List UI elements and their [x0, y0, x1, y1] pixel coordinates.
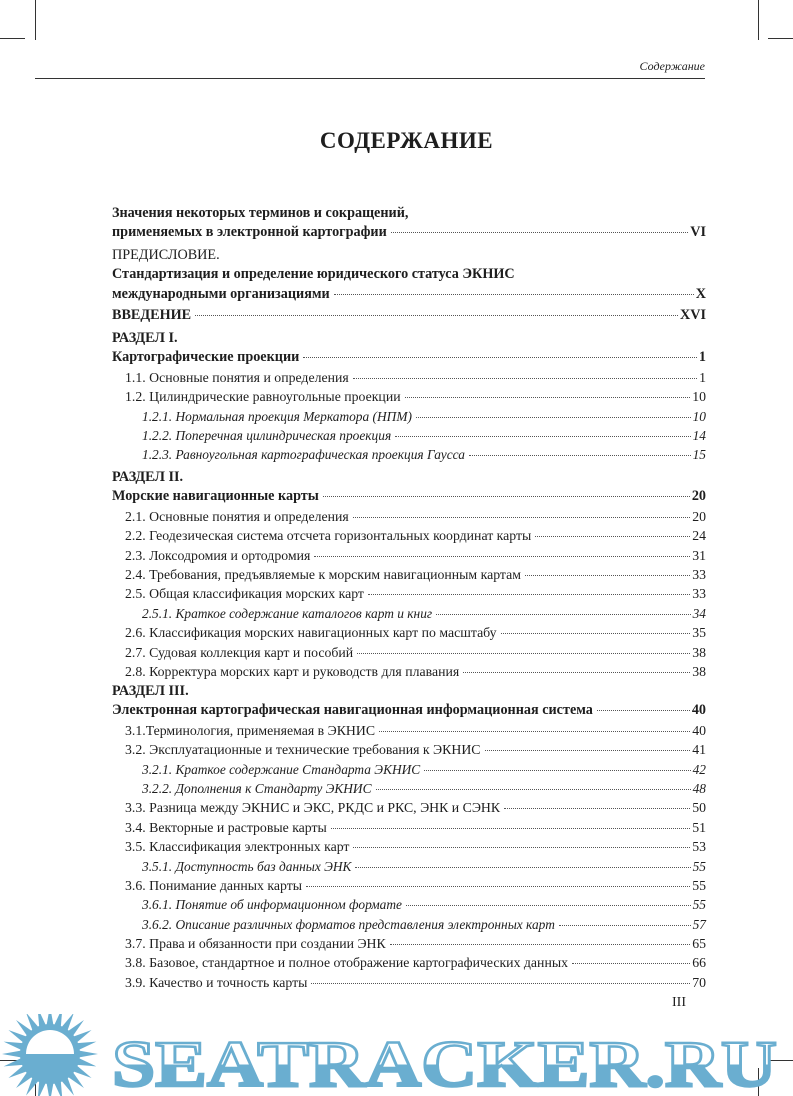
dot-leader — [405, 397, 691, 398]
sun-ray — [78, 1050, 98, 1057]
toc-entry[interactable] — [112, 701, 706, 720]
dot-leader — [376, 789, 691, 790]
toc-entry-page: 42 — [692, 761, 706, 777]
toc-entry[interactable] — [112, 407, 706, 426]
toc-entry[interactable] — [112, 915, 706, 934]
toc-entry-page: 35 — [692, 625, 706, 641]
header-rule — [35, 78, 705, 79]
dot-leader — [355, 867, 690, 868]
toc-entry-page: 20 — [691, 488, 706, 505]
dot-leader — [406, 905, 691, 906]
dot-leader — [395, 436, 690, 437]
toc-entry[interactable] — [112, 306, 706, 325]
toc-entry[interactable] — [112, 973, 706, 992]
toc-entry-title: Картографические проекции — [112, 349, 300, 366]
toc-group — [112, 682, 706, 992]
dot-leader — [559, 925, 691, 926]
toc-entry-title: 2.8. Корректура морских карт и руководств для плавания — [125, 663, 460, 679]
toc-group — [112, 468, 706, 681]
toc-entry-title: 3.2.1. Краткое содержание Стандарта ЭКНИС — [142, 761, 421, 777]
dot-leader — [353, 517, 691, 518]
toc-entry[interactable] — [112, 623, 706, 642]
sun-ray — [2, 1050, 22, 1057]
dot-leader — [572, 963, 690, 964]
toc-entry[interactable] — [112, 798, 706, 817]
toc-entry-title: ПРЕДИСЛОВИЕ. — [112, 247, 220, 263]
toc-entry-title: 2.3. Локсодромия и ортодромия — [125, 547, 311, 563]
toc-entry-page: 55 — [692, 897, 706, 913]
toc-entry-page: 1 — [699, 369, 706, 385]
toc-entry[interactable] — [112, 682, 706, 701]
toc-entry-title: 3.7. Права и обязанности при создании ЭНК — [125, 936, 386, 952]
toc-entry-page: 51 — [692, 819, 706, 835]
toc-entry[interactable] — [112, 953, 706, 972]
running-head: Содержание — [639, 59, 705, 73]
toc-entry[interactable] — [112, 487, 706, 506]
toc-entry-title: применяемых в электронной картографии — [112, 224, 387, 241]
toc-entry-page: 10 — [692, 389, 706, 405]
toc-group — [112, 329, 706, 465]
dot-leader — [597, 710, 690, 711]
toc-entry-page: 31 — [692, 547, 706, 563]
toc-entry[interactable] — [112, 223, 706, 242]
toc-entry[interactable] — [112, 662, 706, 681]
toc-entry[interactable] — [112, 368, 706, 387]
page-title: СОДЕРЖАНИЕ — [319, 128, 494, 153]
toc-entry-title: Морские навигационные карты — [112, 488, 319, 505]
toc-entry[interactable] — [112, 760, 706, 779]
toc-entry-title: РАЗДЕЛ III. — [112, 683, 189, 699]
dot-leader — [334, 294, 694, 295]
toc-entry-title: 2.5.1. Краткое содержание каталогов карт и книг — [142, 605, 433, 621]
toc-entry-title: 3.6.1. Понятие об информационном формате — [142, 897, 402, 913]
toc-entry-page: 33 — [692, 586, 706, 602]
toc-entry-page: 10 — [692, 408, 706, 424]
toc-entry-title: 2.2. Геодезическая система отсчета горизонтальных координат карты — [125, 528, 532, 544]
toc-entry[interactable] — [112, 246, 706, 265]
toc-entry-title: ВВЕДЕНИЕ — [112, 307, 192, 323]
toc-group — [112, 306, 706, 325]
dot-leader — [311, 983, 690, 984]
page-number: III — [672, 995, 686, 1010]
toc-entry[interactable] — [112, 604, 706, 623]
toc-entry[interactable] — [112, 876, 706, 895]
toc-entry-page: 15 — [692, 447, 706, 463]
toc-entry-page: 50 — [692, 800, 706, 816]
toc-entry-title: 1.2.2. Поперечная цилиндрическая проекция — [142, 427, 392, 443]
toc-entry-title: 3.1.Терминология, применяемая в ЭКНИС — [125, 722, 376, 738]
toc-entry-page: 55 — [692, 858, 706, 874]
toc-entry-page: 38 — [692, 644, 706, 660]
sun-icon — [2, 1014, 98, 1096]
dot-leader — [323, 496, 690, 497]
toc-entry-title: РАЗДЕЛ II. — [112, 469, 184, 485]
toc-entry[interactable] — [112, 584, 706, 603]
dot-leader — [353, 378, 697, 379]
toc-entry[interactable] — [112, 526, 706, 545]
toc-entry-title: 2.1. Основные понятия и определения — [125, 508, 349, 524]
toc-entry[interactable] — [112, 857, 706, 876]
dot-leader — [314, 556, 690, 557]
toc-entry[interactable] — [112, 507, 706, 526]
toc-entry-title: 3.9. Качество и точность карты — [125, 974, 308, 990]
toc-entry-title: Электронная картографическая навигационная информационная система — [112, 702, 593, 719]
toc-entry-title: 3.6.2. Описание различных форматов представления электронных карт — [142, 916, 555, 932]
toc-entry[interactable] — [112, 329, 706, 348]
toc-entry[interactable] — [112, 565, 706, 584]
toc-entry-page: 41 — [692, 742, 706, 758]
toc-entry-title: 3.8. Базовое, стандартное и полное отображение картографических данных — [125, 955, 568, 971]
toc-entry[interactable] — [112, 643, 706, 662]
toc-entry-title: 2.6. Классификация морских навигационных карт по масштабу — [125, 625, 497, 641]
toc-entry-page: VI — [690, 224, 706, 241]
toc-entry-title: РАЗДЕЛ I. — [112, 330, 178, 346]
toc-entry-page: 70 — [692, 974, 706, 990]
dot-leader — [303, 357, 697, 358]
toc-group — [112, 246, 706, 304]
toc-entry-title: 3.3. Разница между ЭКНИС и ЭКС, РКДС и РКС, ЭНК и СЭНК — [125, 800, 501, 816]
toc-entry-page: 38 — [692, 663, 706, 679]
toc-entry-title: 2.7. Судовая коллекция карт и пособий — [125, 644, 354, 660]
toc-entry-page: 66 — [692, 955, 706, 971]
dot-leader — [485, 750, 691, 751]
dot-leader — [357, 653, 690, 654]
toc-entry-page: 33 — [692, 566, 706, 582]
dot-leader — [353, 847, 690, 848]
toc-entry[interactable] — [112, 445, 706, 464]
toc-entry-page: 24 — [692, 528, 706, 544]
dot-leader — [501, 633, 691, 634]
toc-entry-title: 2.4. Требования, предъявляемые к морским навигационным картам — [125, 566, 521, 582]
toc-entry[interactable] — [112, 426, 706, 445]
toc-entry-title: Стандартизация и определение юридического статуса ЭКНИС — [112, 266, 515, 283]
toc-entry[interactable] — [112, 387, 706, 406]
toc-entry[interactable] — [112, 285, 706, 304]
toc-entry[interactable] — [112, 740, 706, 759]
toc-entry-title: 1.2. Цилиндрические равноугольные проекции — [125, 389, 401, 405]
toc-entry-title: международными организациями — [112, 285, 330, 302]
dot-leader — [416, 417, 691, 418]
toc-entry[interactable] — [112, 818, 706, 837]
crop-mark — [758, 0, 759, 40]
dot-leader — [368, 594, 690, 595]
toc-entry-page: 40 — [692, 722, 706, 738]
toc-entry-title: 3.5. Классификация электронных карт — [125, 839, 350, 855]
dot-leader — [436, 614, 691, 615]
toc-entry-page: 57 — [692, 916, 706, 932]
toc-group — [112, 204, 706, 243]
toc-entry[interactable] — [112, 468, 706, 487]
toc-entry-page: 40 — [691, 702, 706, 719]
toc-entry[interactable] — [112, 204, 706, 223]
toc-entry-page: 20 — [692, 508, 706, 524]
toc-entry[interactable] — [112, 721, 706, 740]
dot-leader — [504, 808, 690, 809]
toc-entry[interactable] — [112, 546, 706, 565]
toc-entry-page: 34 — [692, 605, 706, 621]
toc-entry-page: 53 — [692, 839, 706, 855]
toc-entry-page: 14 — [692, 427, 706, 443]
seatracker-watermark-logo — [0, 1014, 793, 1096]
toc-entry-title: 1.2.1. Нормальная проекция Меркатора (НПМ) — [142, 408, 412, 424]
dot-leader — [391, 232, 688, 233]
toc-entry-title: 2.5. Общая классификация морских карт — [125, 586, 364, 602]
toc-entry-title: 1.2.3. Равноугольная картографическая проекция Гаусса — [142, 447, 465, 463]
crop-mark — [0, 38, 25, 39]
toc-entry[interactable] — [112, 895, 706, 914]
toc-entry-page: 1 — [698, 349, 706, 366]
toc-entry[interactable] — [112, 779, 706, 798]
toc-entry[interactable] — [112, 934, 706, 953]
toc-entry-page: XVI — [679, 307, 706, 323]
toc-entry[interactable] — [112, 265, 706, 284]
dot-leader — [195, 315, 678, 316]
toc-entry-page: 65 — [692, 936, 706, 952]
dot-leader — [379, 731, 690, 732]
dot-leader — [463, 672, 690, 673]
toc-entry[interactable] — [112, 348, 706, 367]
crop-mark — [35, 0, 36, 40]
dot-leader — [535, 536, 690, 537]
toc-entry-page: 48 — [692, 780, 706, 796]
dot-leader — [306, 886, 690, 887]
dot-leader — [331, 828, 690, 829]
dot-leader — [390, 944, 690, 945]
toc-entry-page: X — [695, 285, 706, 302]
toc-entry-title: 3.2. Эксплуатационные и технические требования к ЭКНИС — [125, 742, 481, 758]
crop-mark — [768, 38, 793, 39]
toc-entry-title: 3.6. Понимание данных карты — [125, 877, 303, 893]
dot-leader — [469, 455, 691, 456]
toc-entry[interactable] — [112, 837, 706, 856]
toc-entry-title: 3.4. Векторные и растровые карты — [125, 819, 327, 835]
dot-leader — [424, 770, 690, 771]
toc-entry-title: 1.1. Основные понятия и определения — [125, 369, 349, 385]
toc-entry-title: 3.2.2. Дополнения к Стандарту ЭКНИС — [142, 780, 372, 796]
toc-entry-title: 3.5.1. Доступность баз данных ЭНК — [142, 858, 352, 874]
watermark-text: SEATRACKER.RU — [112, 1028, 777, 1096]
toc-entry-title: Значения некоторых терминов и сокращений, — [112, 205, 409, 221]
dot-leader — [525, 575, 690, 576]
toc-entry-page: 55 — [692, 877, 706, 893]
